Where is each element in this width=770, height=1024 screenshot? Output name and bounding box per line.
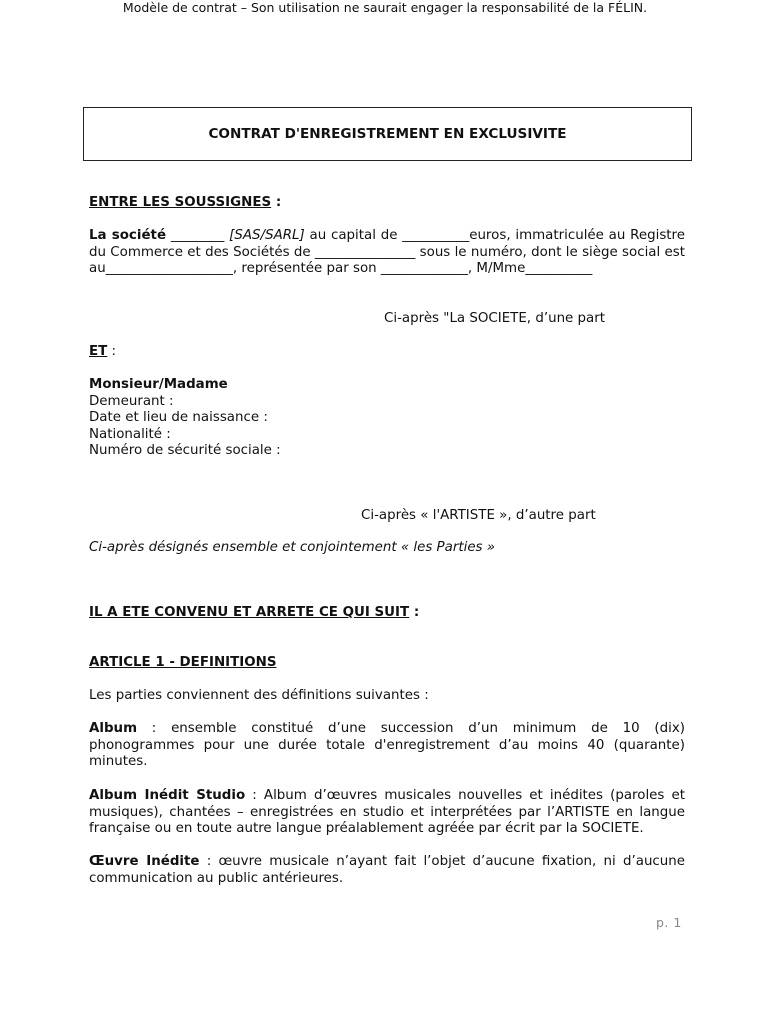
document-header-notice: Modèle de contrat – Son utilisation ne saurait engager la responsabilité de la FÉLIN.: [122, 0, 648, 15]
societe-form: [SAS/SARL]: [229, 228, 305, 243]
contract-title-box: [83, 107, 692, 161]
definition-text: : Album d’œuvres musicales nouvelles et inédites (paroles et musiques), chantées – enregistrées en studio et interprétées par l’ARTISTE en langue française ou en toute autre langue préalablement agréée par écrit par la SOCIETE.: [89, 788, 685, 836]
artiste-line: Date et lieu de naissance :: [89, 410, 268, 425]
entre-heading: [89, 195, 685, 212]
definition-term: Album: [89, 721, 138, 736]
ci-apres-artiste: Ci-après « l'ARTISTE », d’autre part: [361, 508, 596, 523]
page-number: p. 1: [656, 915, 682, 930]
ci-apres-societe: Ci-après "La SOCIETE, d’une part: [384, 311, 606, 326]
definition-oeuvre-inedite: [89, 854, 685, 887]
societe-bold: La société: [89, 228, 167, 243]
et-suffix: :: [107, 344, 117, 359]
artiste-block: [89, 377, 685, 460]
convenu-label: IL A ETE CONVENU ET ARRETE CE QUI SUIT: [89, 605, 410, 620]
definitions-intro: Les parties conviennent des définitions suivantes :: [89, 688, 429, 703]
article1-heading: ARTICLE 1 - DEFINITIONS: [89, 655, 277, 670]
artiste-line: Numéro de sécurité sociale :: [89, 443, 281, 458]
artiste-line: Demeurant :: [89, 393, 174, 409]
definition-album: [89, 721, 685, 771]
definition-term: Œuvre Inédite: [89, 854, 200, 869]
convenu-heading: [89, 605, 685, 622]
societe-rest: au capital de __________euros, immatriculée au Registre du Commerce et des Sociétés de _______________ sous le numéro, dont le siège social est au___________________, représentée par son _____________, M/Mme__________: [89, 228, 685, 276]
definition-term: Album Inédit Studio: [89, 788, 246, 803]
et-heading: [89, 344, 685, 361]
societe-paragraph: [89, 228, 685, 278]
parties-line: Ci-après désignés ensemble et conjointement « les Parties »: [89, 540, 496, 555]
et-label: ET: [89, 344, 108, 359]
definition-text: : ensemble constitué d’une succession d’un minimum de 10 (dix) phonogrammes pour une durée totale d'enregistrement d’au moins 40 (quarante) minutes.: [89, 721, 685, 769]
convenu-suffix: :: [409, 605, 420, 620]
artiste-title: Monsieur/Madame: [89, 377, 228, 392]
societe-seg1: ________: [166, 228, 230, 243]
artiste-line: Nationalité :: [89, 426, 171, 442]
definition-text: : œuvre musicale n’ayant fait l’objet d’aucune fixation, ni d’aucune communication au public antérieures.: [89, 854, 685, 886]
entre-suffix: :: [271, 195, 282, 210]
definition-album-inedit: [89, 788, 685, 838]
contract-title: CONTRAT D'ENREGISTREMENT EN EXCLUSIVITE: [208, 126, 567, 142]
entre-label: ENTRE LES SOUSSIGNES: [89, 195, 272, 210]
